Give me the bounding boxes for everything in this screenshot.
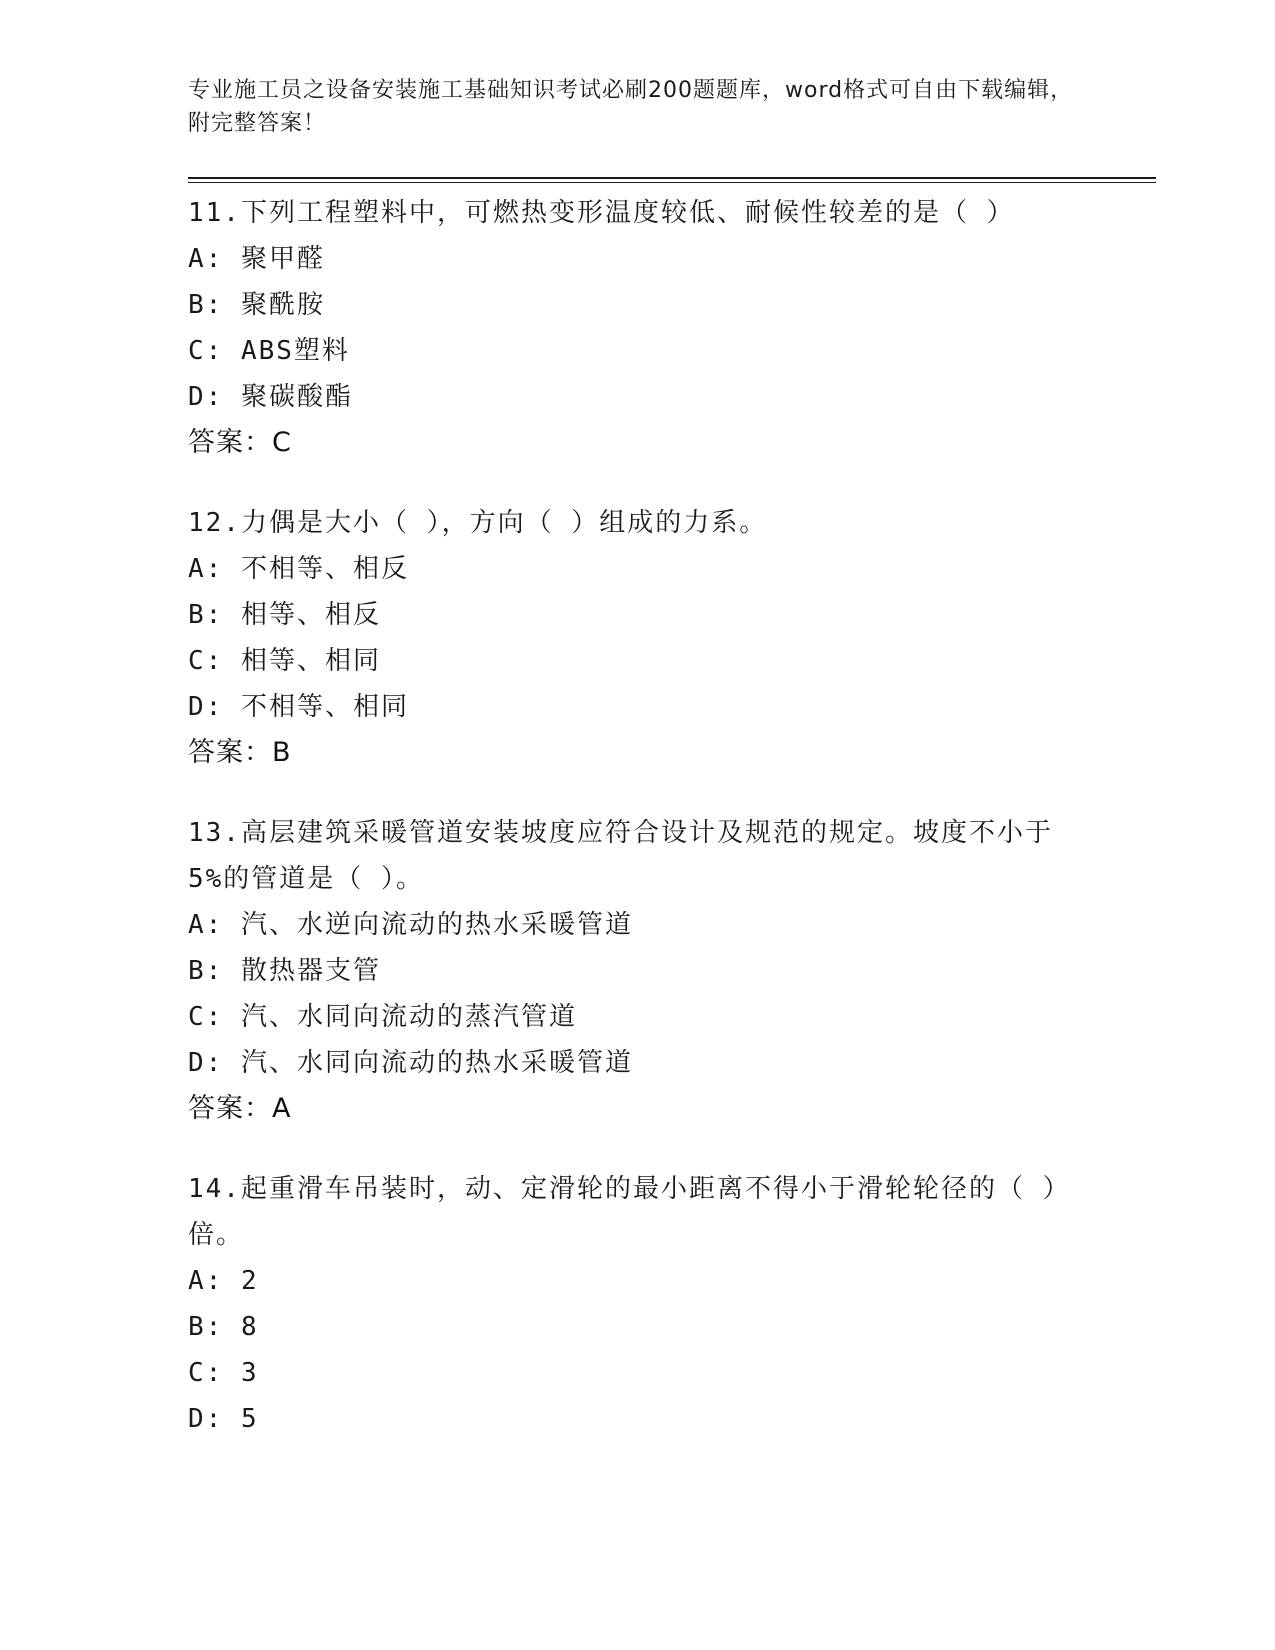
question-stem: 12.力偶是大小（ ），方向（ ）组成的力系。	[188, 508, 768, 538]
option-c: C: ABS塑料	[188, 336, 350, 366]
option-b: B: 聚酰胺	[188, 290, 325, 320]
header-divider-thick	[188, 177, 1156, 179]
question-12	[188, 500, 1088, 776]
option-b: B: 相等、相反	[188, 600, 381, 630]
answer-value: B	[272, 737, 292, 768]
option-c: C: 相等、相同	[188, 646, 381, 676]
question-11	[188, 190, 1088, 466]
option-d: D: 汽、水同向流动的热水采暖管道	[188, 1048, 633, 1078]
answer-label: 答案：	[188, 427, 272, 458]
question-list	[188, 190, 1088, 1476]
document-header: 专业施工员之设备安装施工基础知识考试必刷200题题库，word格式可自由下载编辑，附完整答案！	[188, 78, 1074, 136]
answer-label: 答案：	[188, 737, 272, 768]
answer-value: C	[272, 427, 292, 458]
question-stem: 14.起重滑车吊装时，动、定滑轮的最小距离不得小于滑轮轮径的（ ）倍。	[188, 1174, 1071, 1250]
question-13	[188, 810, 1088, 1132]
answer	[188, 1086, 1088, 1132]
answer	[188, 420, 1088, 466]
option-d: D: 不相等、相同	[188, 692, 409, 722]
option-a: A: 聚甲醛	[188, 244, 325, 274]
option-a: A: 汽、水逆向流动的热水采暖管道	[188, 910, 633, 940]
option-b: B: 散热器支管	[188, 956, 381, 986]
question-14	[188, 1166, 1088, 1442]
option-a: A: 不相等、相反	[188, 554, 409, 584]
header-divider-thin	[188, 182, 1156, 183]
answer-label: 答案：	[188, 1093, 272, 1124]
option-c: C: 汽、水同向流动的蒸汽管道	[188, 1002, 577, 1032]
question-stem: 13.高层建筑采暖管道安装坡度应符合设计及规范的规定。坡度不小于5%的管道是（ ）。	[188, 818, 1053, 894]
question-stem: 11.下列工程塑料中，可燃热变形温度较低、耐候性较差的是（ ）	[188, 198, 1015, 228]
option-b: B: 8	[188, 1312, 259, 1342]
answer-value: A	[272, 1093, 292, 1124]
option-a: A: 2	[188, 1266, 259, 1296]
option-d: D: 聚碳酸酯	[188, 382, 353, 412]
option-c: C: 3	[188, 1358, 259, 1388]
answer	[188, 730, 1088, 776]
option-d: D: 5	[188, 1404, 259, 1434]
